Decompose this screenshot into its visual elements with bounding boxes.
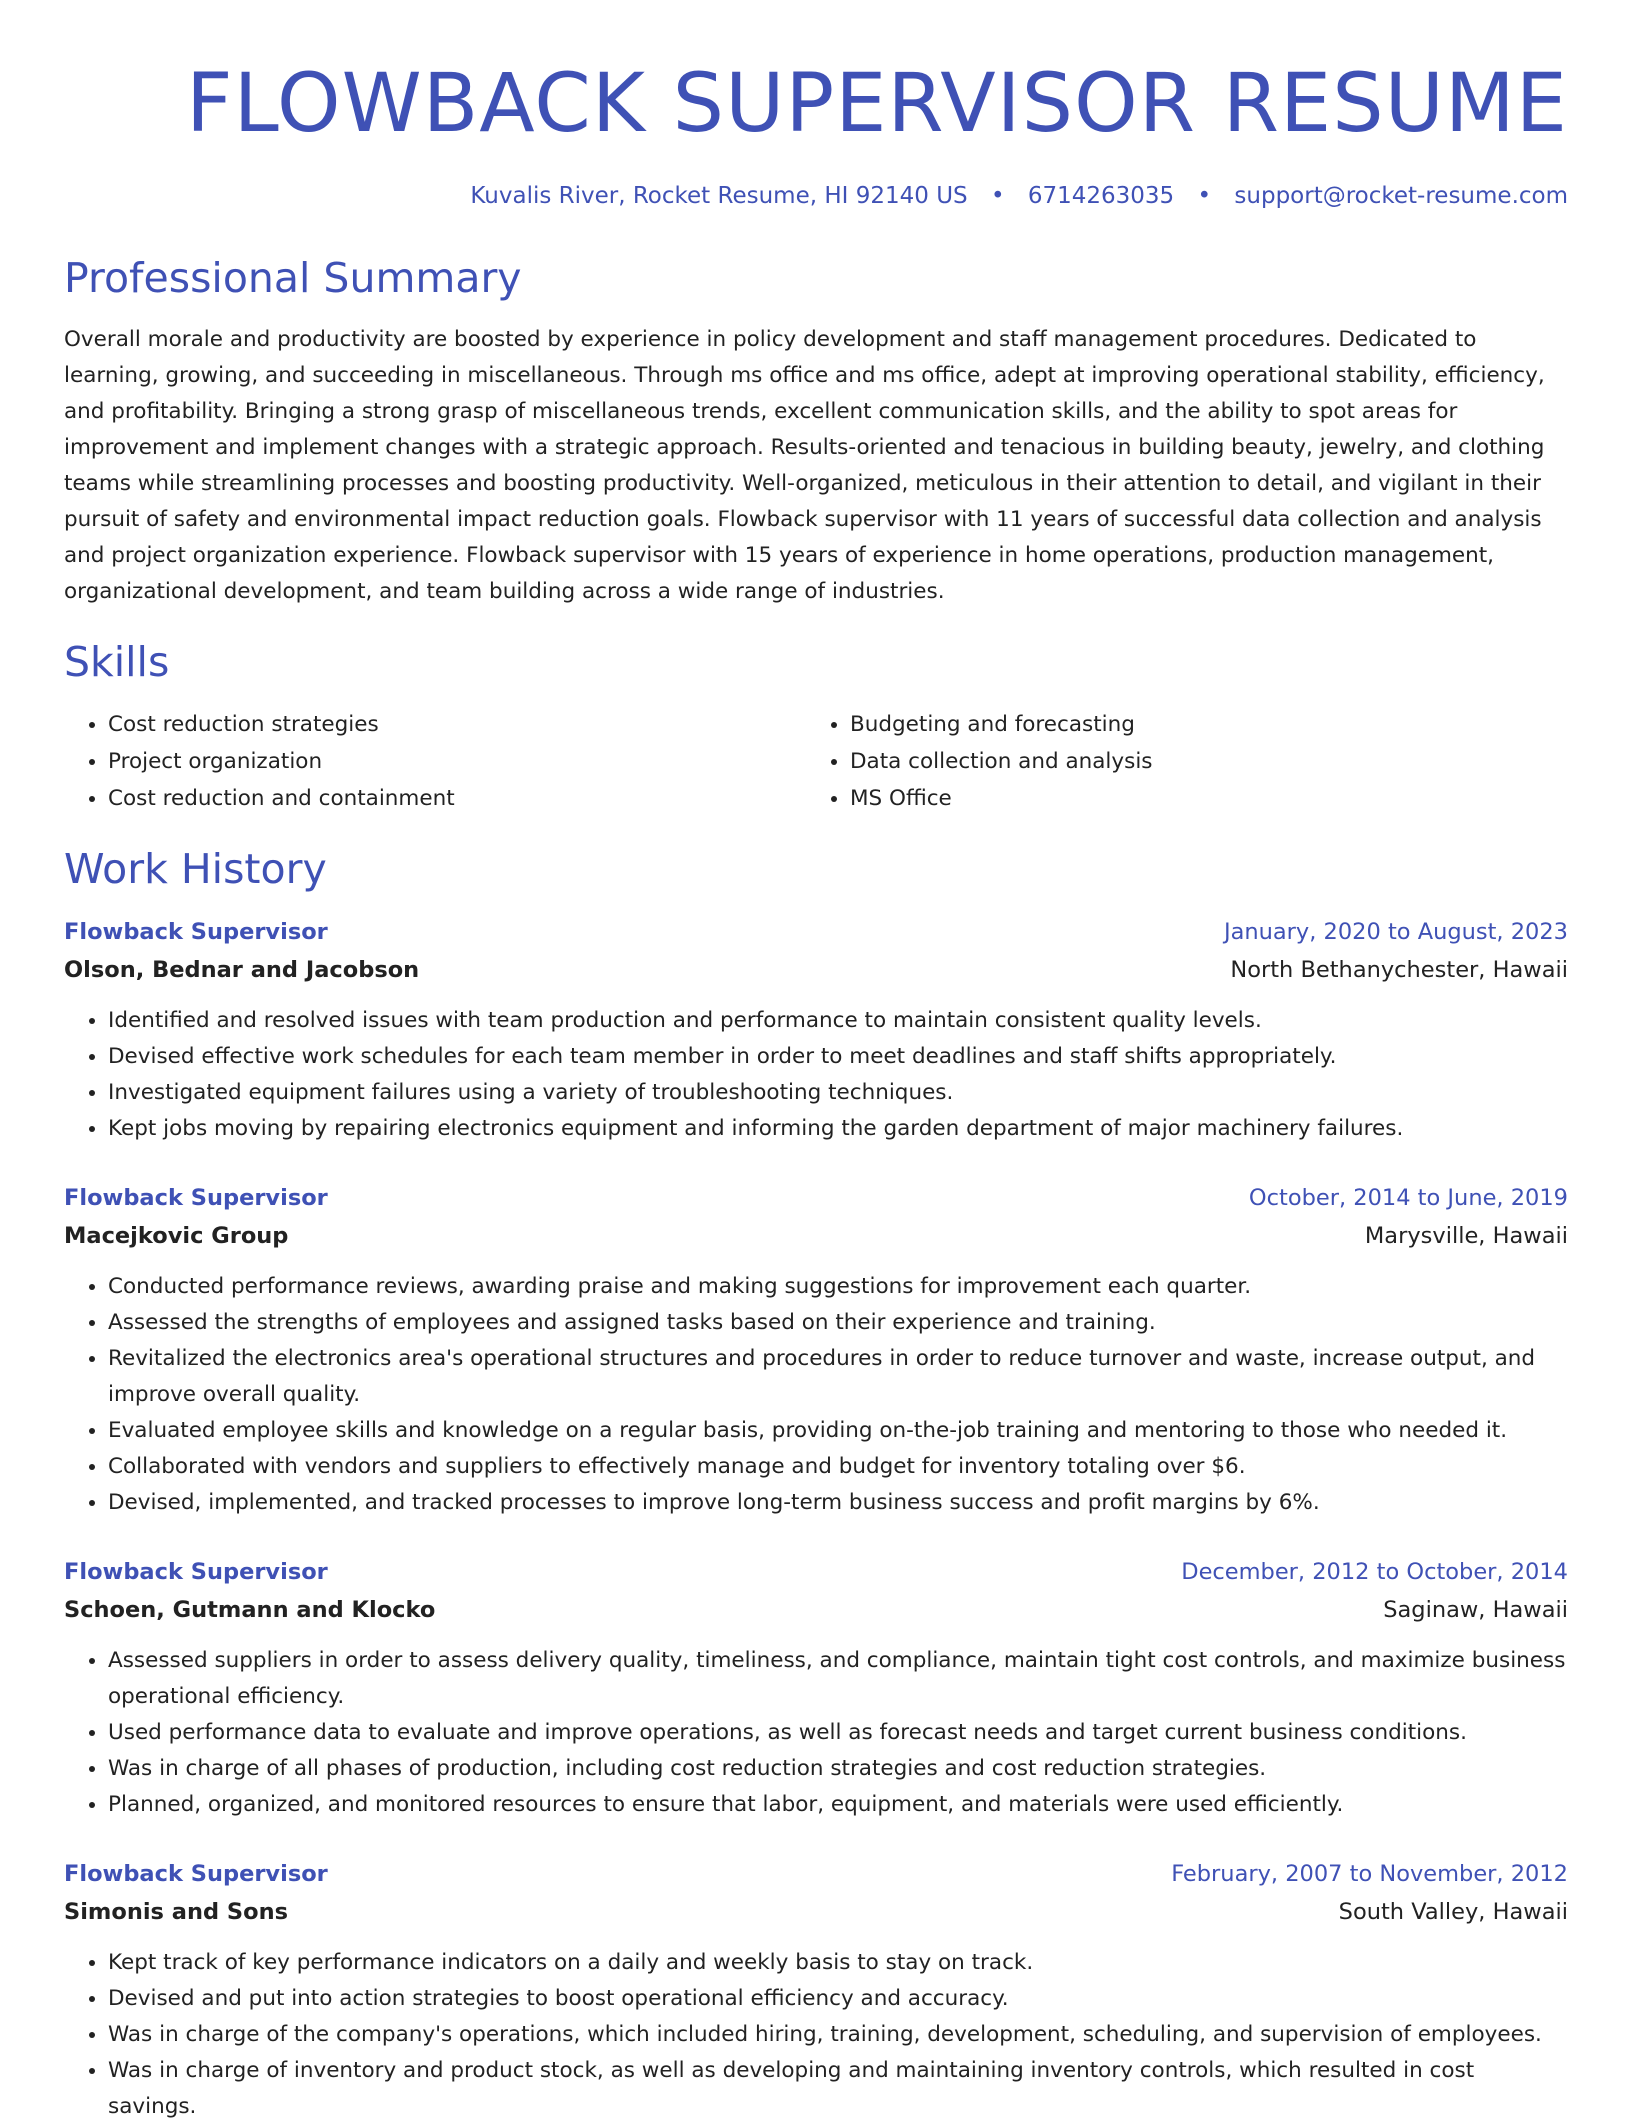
duty-item: • Planned, organized, and monitored resources to ensure that labor, equipment, and materials were used efficiently. <box>108 1787 1568 1823</box>
job-location: Saginaw, Hawaii <box>1383 1597 1568 1623</box>
duty-item: • Used performance data to evaluate and improve operations, as well as forecast needs and target current business conditions. <box>108 1715 1568 1751</box>
summary-text: Overall morale and productivity are boosted by experience in policy development and staff management procedures. Dedicated to learning, growing, and succeeding in miscellaneous. Through ms office and ms office, adept at improving operational stability, efficiency, and profitability. Bringing a strong grasp of miscellaneous trends, excellent communication skills, and the ability to spot areas for improvement and implement changes with a strategic approach. Results-oriented and tenacious in building beauty, jewelry, and clothing teams while streamlining processes and boosting productivity. Well-organized, meticulous in their attention to detail, and vigilant in their pursuit of safety and environmental impact reduction goals. Flowback supervisor with 11 years of successful data collection and analysis and project organization experience. Flowback supervisor with 15 years of experience in home operations, production management, organizational development, and team building across a wide range of industries. <box>64 327 1545 604</box>
summary-heading: Professional Summary <box>64 254 522 302</box>
job-duties <box>64 1945 1568 2125</box>
duty-item: • Devised and put into action strategies to boost operational efficiency and accuracy. <box>108 1981 1568 2017</box>
duty-item: • Identified and resolved issues with team production and performance to maintain consistent quality levels. <box>108 1003 1568 1039</box>
contact-line <box>64 180 1568 212</box>
job-employer <box>64 1893 1568 1931</box>
job-location: South Valley, Hawaii <box>1338 1899 1568 1925</box>
duty-item: • Kept track of key performance indicators on a daily and weekly basis to stay on track. <box>108 1945 1568 1981</box>
job-entry <box>64 1553 1568 1823</box>
company-name: Olson, Bednar and Jacobson <box>64 957 420 983</box>
skill-item: • Cost reduction strategies <box>108 706 806 743</box>
job-entry <box>64 1855 1568 2125</box>
job-header <box>64 1855 1568 1893</box>
duty-item: • Was in charge of the company's operations, which included hiring, training, development, scheduling, and supervision of employees. <box>108 2017 1568 2053</box>
work-history-heading: Work History <box>64 845 327 893</box>
duty-item: • Devised effective work schedules for each team member in order to meet deadlines and staff shifts appropriately. <box>108 1039 1568 1075</box>
company-name: Macejkovic Group <box>64 1223 289 1249</box>
duty-item: • Conducted performance reviews, awarding praise and making suggestions for improvement each quarter. <box>108 1269 1568 1305</box>
duty-item: • Devised, implemented, and tracked processes to improve long-term business success and profit margins by 6%. <box>108 1485 1568 1521</box>
job-location: North Bethanychester, Hawaii <box>1230 957 1568 983</box>
job-title: Flowback Supervisor <box>64 1559 328 1585</box>
job-header <box>64 1553 1568 1591</box>
job-title: Flowback Supervisor <box>64 1185 328 1211</box>
duty-item: • Revitalized the electronics area's operational structures and procedures in order to reduce turnover and waste, increase output, and improve overall quality. <box>108 1341 1568 1413</box>
job-duties <box>64 1643 1568 1823</box>
skill-item: • Cost reduction and containment <box>108 780 806 817</box>
duty-item: • Was in charge of all phases of production, including cost reduction strategies and cost reduction strategies. <box>108 1751 1568 1787</box>
duty-item: • Was in charge of inventory and product stock, as well as developing and maintaining inventory controls, which resulted in cost savings. <box>108 2053 1568 2125</box>
job-dates: January, 2020 to August, 2023 <box>1223 919 1568 945</box>
job-duties <box>64 1003 1568 1147</box>
skill-item: • Project organization <box>108 743 806 780</box>
job-dates: February, 2007 to November, 2012 <box>1171 1861 1568 1887</box>
company-name: Schoen, Gutmann and Klocko <box>64 1597 436 1623</box>
job-location: Marysville, Hawaii <box>1364 1223 1568 1249</box>
duty-item: • Evaluated employee skills and knowledge on a regular basis, providing on-the-job training and mentoring to those who needed it. <box>108 1413 1568 1449</box>
skills-column-right <box>806 706 1568 817</box>
job-employer <box>64 951 1568 989</box>
contact-separator: • <box>990 183 1005 209</box>
job-title: Flowback Supervisor <box>64 919 328 945</box>
contact-phone: 6714263035 <box>1027 183 1175 209</box>
skill-item: • Data collection and analysis <box>850 743 1568 780</box>
contact-email[interactable]: support@rocket-resume.com <box>1234 183 1568 209</box>
skills-list <box>64 706 1568 817</box>
job-header <box>64 1179 1568 1217</box>
duty-item: • Assessed the strengths of employees and assigned tasks based on their experience and training. <box>108 1305 1568 1341</box>
job-employer <box>64 1217 1568 1255</box>
job-dates: October, 2014 to June, 2019 <box>1248 1185 1568 1211</box>
company-name: Simonis and Sons <box>64 1899 288 1925</box>
skills-column-left <box>64 706 806 817</box>
resume-page <box>64 0 1568 2125</box>
duty-item: • Kept jobs moving by repairing electronics equipment and informing the garden department of major machinery failures. <box>108 1111 1568 1147</box>
contact-address: Kuvalis River, Rocket Resume, HI 92140 US <box>470 183 968 209</box>
job-title: Flowback Supervisor <box>64 1861 328 1887</box>
contact-separator: • <box>1197 183 1212 209</box>
duty-item: • Assessed suppliers in order to assess delivery quality, timeliness, and compliance, maintain tight cost controls, and maximize business operational efficiency. <box>108 1643 1568 1715</box>
skill-item: • Budgeting and forecasting <box>850 706 1568 743</box>
skills-heading: Skills <box>64 638 170 686</box>
duty-item: • Collaborated with vendors and suppliers to effectively manage and budget for inventory totaling over $6. <box>108 1449 1568 1485</box>
job-employer <box>64 1591 1568 1629</box>
resume-title: FLOWBACK SUPERVISOR RESUME <box>186 57 1568 151</box>
job-duties <box>64 1269 1568 1521</box>
duty-item: • Investigated equipment failures using a variety of troubleshooting techniques. <box>108 1075 1568 1111</box>
job-dates: December, 2012 to October, 2014 <box>1181 1559 1568 1585</box>
job-entry <box>64 913 1568 1147</box>
job-entry <box>64 1179 1568 1521</box>
job-header <box>64 913 1568 951</box>
skill-item: • MS Office <box>850 780 1568 817</box>
